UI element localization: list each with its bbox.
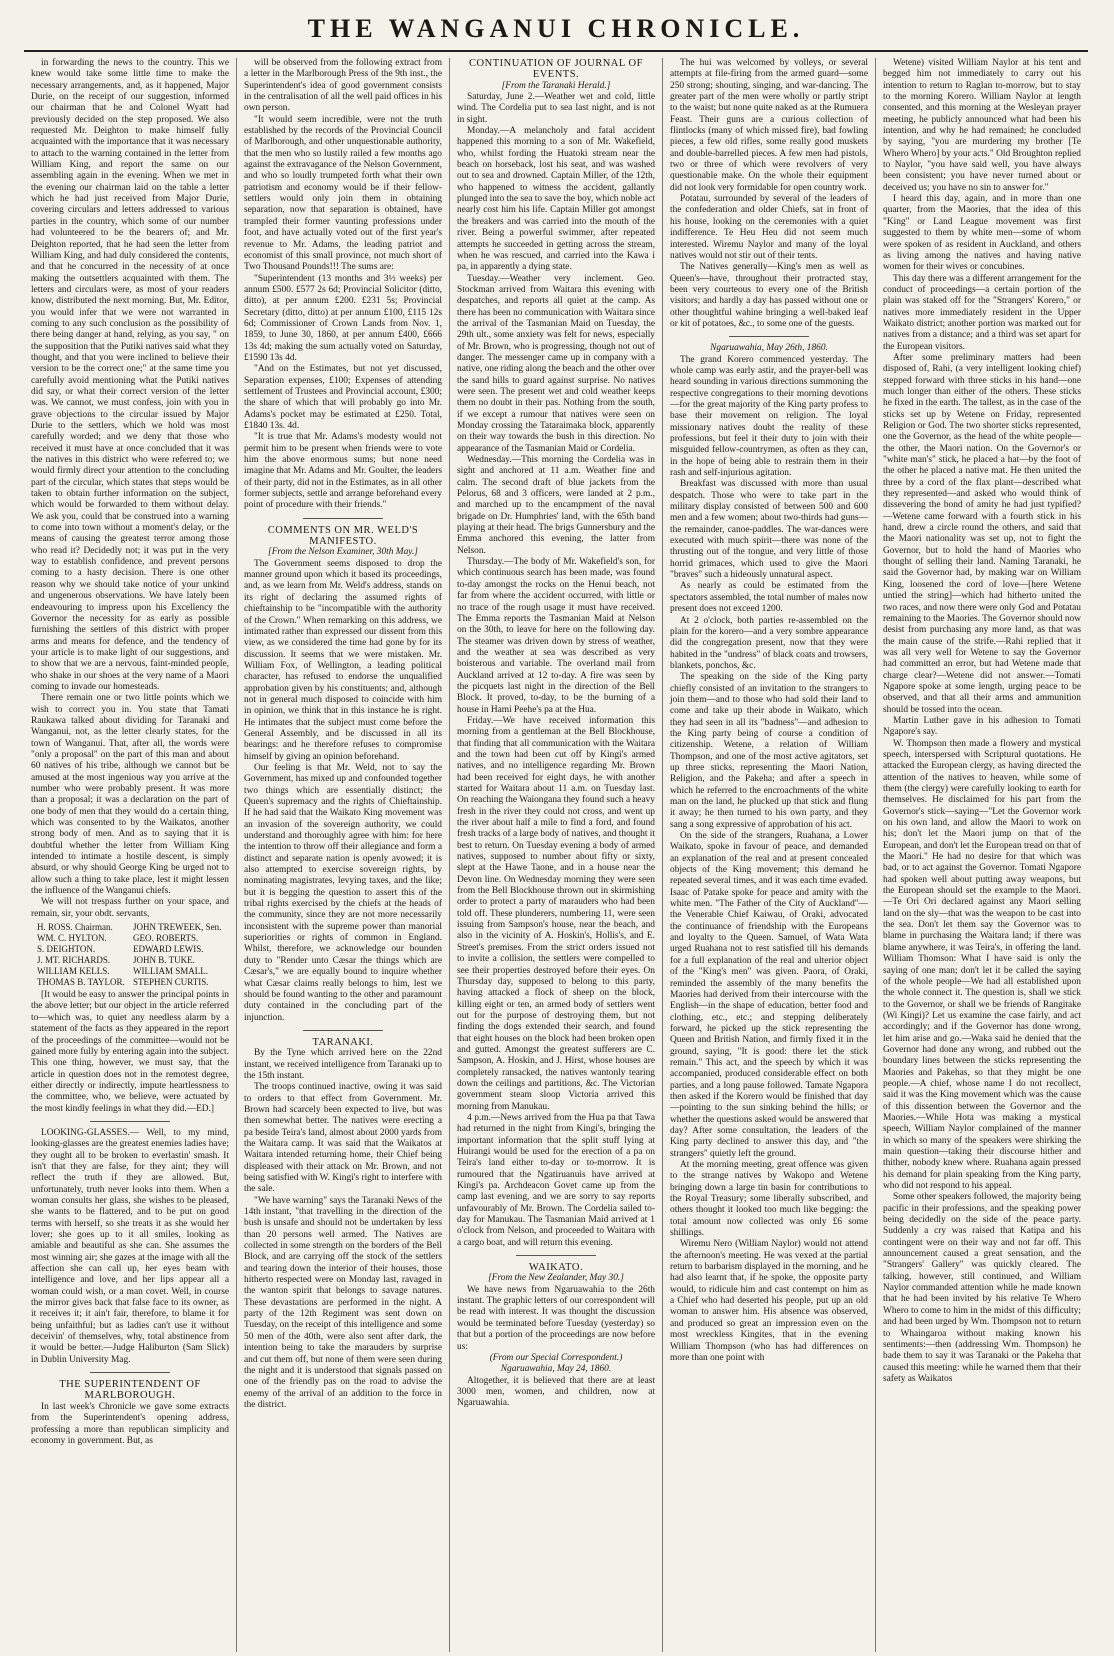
signature: THOMAS B. TAYLOR. [37,977,125,988]
divider [303,1030,382,1031]
article-paragraph: On the side of the strangers, Ruahana, a Lower Waikato, spoke in favour of peace, and demanded an explanation of the real and at present concealed objects of the King movement; this demand he repeated several times, and it was each time evaded. Isaac of Patake spoke for peace and amity with the white men. "The Father of the City of Auckland"—the Venerable Chief Kaiwau, of Oraki, advocated the continuance of friendship with the Europeans and loyalty to the Queen. Samuel, of Wata Wata urged Ruahana not to rest satisfied till his demands for a full explanation of the real and ulterior object of the "King's men" was given. Paora, of Oraki, reminded the assembly of the many benefits the Maories had derived from their intercourse with the English—in the shape of education, better food and clothing, etc., etc.; and stepping deliberately forward, he picked up the stick representing the Queen and British Nation, and firmly fixed it in the ground, saying, "It is good: there let the stick remain." This act, and the speech by which it was accompanied, produced considerable effect on both parties, and a long pause followed. Tamate Ngapora then asked if the Korero would be finished that day—pointing to the sun sinking behind the hills; or whether the questions asked would be answered that day? After some consultation, the leaders of the King party declined to answer this day, and "the strangers" quietly left the ground. [670,831,868,1159]
article-heading: WAIKATO. [528,1262,584,1274]
article-paragraph: Wetene) visited William Naylor at his tent and begged him not immediately to carry out his intention to return to Raglan to-morrow, but to stay to the morning Korero. William Naylor at length consented, and this morning at the Wesleyan prayer meeting, he publicly announced what had been his intention, and why he had remained; he concluded by saying, "you are murdering my brother [Te Whero Whero] by your acts." Old Broughton replied to Naylor, "you have said well, you have always been consistent; you have never turned about or deceived us; you have no sin to answer for." [883,58,1081,193]
article-paragraph: Monday.—A melancholy and fatal accident happened this morning to a son of Mr. Wakefield, who, whilst fording the Huatoki stream near the beach on horseback, lost his seat, and was washed out to sea and drowned. Captain Miller, of the 12th, who happened to witness the accident, gallantly plunged into the sea to save the boy, which noble act nearly cost him his life. Captain Miller got amongst the breakers and was carried into the mouth of the river. Being a powerful swimmer, after repeated attempts he succeeded in getting across the stream, when he was rescued, and carried into the Kawa i pa, in apparently a dying state. [457,126,655,273]
article-paragraph: Friday.—We have received information this morning from a gentleman at the Bell Blockhouse, that finding that all communication with the Waitara and the town had been cut off by Kingi's armed natives, and no intelligence regarding Mr. Brown had been received for eight days, he with another started for Waitara about 11 a.m. on Tuesday last. On reaching the Waiongana they found such a heavy fresh in the river they could not cross, and went up the river about half a mile to find a ford, and found fresh tracks of a large body of natives, and thought it best to return. On Tuesday evening a body of armed natives, supposed to number about fifty or sixty, slept at the Hawe Taone, and in a house near the Devon line. On Wednesday morning they were seen from the Bell Blockhouse thrown out in skirmishing order to protect a party of marauders who had been told off. These plunderers, numbering 11, were seen issuing from Sampson's house, near the beach, and also in the vicinity of A. Hoskin's, Hollis's, and E. Street's premises. From the strict orders issued not to invite a collision, the settlers were compelled to see their properties destroyed before their eyes. On Thursday day, supposed to belong to this party, having attacked a flock of sheep on the block, killing eight or ten, an armed body of settlers went out for the purpose of destroying them, but not finding the dogs extended their search, and found that eight houses on the block had been broken open and gutted. Amongst the greatest sufferers are C. Sampson, A. Hoskin, and J. Hirst, whose houses are completely ransacked, the natives wantonly tearing down the ceilings and partitions, &c. The Victorian government steam sloop Victoria arrived this morning from Manukau. [457,715,655,1112]
article-paragraph: Altogether, it is believed that there are at least 3000 men, women, and children, now at Ngaruawahia. [457,1375,655,1409]
article-paragraph: As nearly as could be estimated from the spectators assembled, the total number of males now present does not exceed 1200. [670,581,868,615]
dateline: Ngaruawahia, May 24, 1860. [500,1364,612,1375]
article-paragraph: At the morning meeting, great offence was given to the strange natives by Wakopo and Wetene bringing down a large tin basin for contributions to the Royal Treasury; some liberally subscribed, and others thought it looked too much like begging: the total amount now collected was only £6 some shillings. [670,1160,868,1239]
article-paragraph: I heard this day, again, and in more than one quarter, from the Maories, that the idea of this "King" or Land League movement was first suggested to them by white men—some of whom were spoken of as resident in Auckland, and others as living among the natives and having native women for their wives or concubines. [883,194,1081,273]
column-1 [24,58,237,1652]
article-paragraph: This day there was a different arrangement for the conduct of proceedings—a certain portion of the plain was staked off for the "Strangers' Korero," or natives more immediately resident in the Upper Waikato district; another portion was marked out for natives from a distance; and a third was set apart for the European visitors. [883,273,1081,352]
column-4 [663,58,876,1652]
article-paragraph: Our feeling is that Mr. Weld, not to say the Government, has mixed up and confounded together two things which are essentially distinct; the Queen's supremacy and the rights of Chieftainship. If he had said that the Waikato King movement was an invasion of the sovereign authority, we could understand and thoroughly agree with him: for here the intention to throw off their allegiance and form a distinct and separate nation is openly avowed; it is also attempted to exercise sovereign rights, by nominating magistrates, levying taxes, and the like; but it is begging the question to assert this of the tribal rights exercised by the chiefs at the heads of the community, since they are not more necessarily inconsistent with the supreme power than manorial superiorities or rights of common in England. Whilst, therefore, we acknowledge our bounden duty to "Render unto Cæsar the things which are Cæsar's," we are equally bound to inquire whether what Cæsar claims really belongs to him, lest we should be found wanting to the other and paramount duty contained in the concluding part of the injunction. [244,762,442,1023]
article-paragraph: Thursday.—The body of Mr. Wakefield's son, for which continuous search has been made, was found to-day amongst the rocks on the Henui beach, not far from where the accident occurred, with little or no trace of the rough usage it must have received. The Emma reports the Tasmanian Maid at Nelson on the 30th, to leave for here on the following day. The steamer was driven down by stress of weather, and the weather at sea was described as very boisterous and variable. The overland mail from Auckland arrived at 12 to-day. A fire was seen by the picquets last night in the direction of the Bell Block. It proved, to-day, to be the burning of a house in Hami Peehe's pa at the Hua. [457,557,655,715]
article-paragraph: The Natives generally—King's men as well as Queen's—have, throughout their protracted stay, been very courteous to every one of the British visitors; and hardly a day has passed without one or other thoughtful wahine bringing a well-baked leaf or kit of potatoes, &c., to some one of the guests. [670,262,868,329]
article-paragraph: will be observed from the following extract from a letter in the Marlborough Press of the 9th inst., the Superintendent's idea of good government consists in the centralisation of all the well paid offices in his own person. [244,58,442,114]
divider [729,336,808,337]
article-paragraph: The Government seems disposed to drop the manner ground upon which it based its proceedings, and, as we learn from Mr. Weld's address, stands on its right of declaring the assumed rights of chieftainship to be "incompatible with the authority of the Crown." When remarking on this address, we intimated rather than expressed our dissent from this view, as we considered the time had gone by for its discussion. It seems that we were mistaken. Mr. William Fox, of Wellington, a leading political character, has refused to endorse the unqualified approbation given by his constituents; and, although not in general much disposed to coincide with him in opinion, we think that in this instance he is right. He intimates that the subject must come before the General Assembly, and be discussed in all its bearings: and he therefore refuses to compromise himself by giving an opinion beforehand. [244,558,442,762]
signatures [37,922,229,988]
article-heading: THE SUPERINTENDENT OF MARLBOROUGH. [59,1379,201,1402]
article-paragraph: Potatau, surrounded by several of the leaders of the confederation and older Chiefs, sat in front of his house, looking on the ceremonies with a quiet indifference. Te Heu Heu did not seem much interested. Wiremu Naylor and many of the loyal natives would not stir out of their tents. [670,194,868,261]
column-2 [237,58,450,1652]
article-paragraph: We have news from Ngaruawahia to the 26th instant. The graphic letters of our correspondent will be read with interest. It was thought the discussion would be terminated before Tuesday (yesterday) so that but a portion of the proceedings are now before us: [457,1284,655,1352]
column-3 [450,58,663,1652]
article-paragraph: "It is true that Mr. Adams's modesty would not permit him to be present when friends were to vote him the above enormous sums; but none need imagine that Mr. Adams and Mr. Goulter, the leaders of their party, did not in the Estimates, as in all other former subjects, settle and arrange beforehand every point of procedure with their friends." [244,432,442,511]
signature: JOHN B. TUKE. [133,955,195,966]
article-paragraph: The grand Korero commenced yesterday. The whole camp was early astir, and the prayer-bell was heard sounding in various directions summoning the respective congregations to their morning devotions—for the great majority of the King party profess to base their movement on religion. The loyal missionary natives doubt the reality of these professions, but feel it their duty to join with their misguided fellow-countrymen, as often as they can, in the hope of being able to restrain them in their rash and self-injurious agitation. [670,354,868,479]
article-source: [From the New Zealander, May 30.] [488,1273,624,1284]
article-paragraph: Wiremu Nero (William Naylor) would not attend the afternoon's meeting. He was vexed at the partial return to barbarism displayed in the morning, and he had also learnt that, if he spoke, the opposite party would, to ridicule him and cast contempt on him as a Chief who had deserted his people, put up an old woman to answer him. His absence was observed, and produced so great an impression even on the most wreckless Kingites, that in the evening William Thompson (who has had differences on more than one point with [670,1239,868,1363]
article-paragraph: Tuesday.—Weather very inclement. Geo. Stockman arrived from Waitara this evening with despatches, and reports all quiet at the camp. As there has been no communication with Waitara since the arrival of the Tasmanian Maid on Tuesday, the 29th ult., some anxiety was felt for news, especially of Mr. Brown, who is progressing, though not out of danger. The messenger came up in company with a native, one riding along the beach and the other over the sand hills to guard against surprise. No natives were seen. The present wet and cold weather keeps them no doubt in their pas. Nothing from the south, if we except a rumour that natives were seen on Monday crossing the Tataraimaka block, apparently on their way towards the bush in this direction. No appearance of the Tasmanian Maid or Cordelia. [457,273,655,454]
divider [303,518,382,519]
article-paragraph: Wednesday.—This morning the Cordelia was in sight and anchored at 11 a.m. Weather fine and calm. The second draft of blue jackets from the Pelorus, 68 and 3 officers, were landed at 2 p.m., and marched up to the encampment of the naval brigade on Dr. Humphries' land, with the 65th band playing at their head. The brigs Gunnersbury and the Emma anchored this evening, the latter from Nelson. [457,455,655,556]
masthead: THE WANGANUI CHRONICLE. [24,14,1088,52]
article-paragraph: The speaking on the side of the King party chiefly consisted of an invitation to the strangers to join them—and to those who had sold their land to come and take up their abode in Waikato, which they had seen in all its "badness"—and adhesion to the King party being of course a condition of citizenship. Wetene, a relation of William Thompson, and one of the most active agitators, set up three sticks, representing the Maori Nation, Religion, and the Pakeha; and after a speech in which he referred to the encroachments of the white man on the land, he plucked up that stick and flung it away; he then turned to his own party, and they sang a song expressive of approbation of his act. [670,672,868,830]
article-paragraph: The troops continued inactive, owing it was said to orders to that effect from Government. Mr. Brown had scarcely been expected to live, but was then somewhat better. The natives were erecting a pa beside Teira's land, almost about 2000 yards from the Waitara camp. It was said that the Waikatos at Waitara intended returning home, their Chief being displeased with their attack on Mr. Brown, and not being satisfied with W. Kingi's right to interfere with the sale. [244,1082,442,1195]
signature: JOHN TREWEEK, Sen. [133,922,222,933]
signature: WILLIAM KELLS. [37,966,110,977]
signature: H. ROSS. Chairman. [37,922,113,933]
divider [90,1372,169,1373]
article-paragraph: in forwarding the news to the country. This we knew would take some little time to make the necessary arrangements, and, as it happened, Major Durie, on the receipt of our suggestion, informed our chairman that he and Colonel Wyatt had previously decided on the step proposed. We also requested Mr. Deighton to make himself fully acquainted with the importance that it was necessary to attach to the warning contained in the letter from William King, and report the same on our assembling again in the evening. When we met in the evening our chairman laid on the table a letter which he had just received from Major Durie, covering circulars and letters addressed to various parties in the country, which some of our number had volunteered to be the bearers of; and Mr. Deighton reported, that he had seen the letter from William King, and had duly considered the contents, and that he concurred in the necessity of at once making the outsettlers acquainted with them. The letters and circulars were, as most of your readers know, distributed the next morning. But, Mr. Editor, you would infer that we were not warranted in coming to any such conclusion as the possibility of there being danger at hand, relying, as you say, " on the supposition that the Putiki natives said what they thought, and that you were inclined to believe their version to be the correct one;" at the same time you carefully avoid mentioning what the Putiki natives did say, or what their correct version of the letter was. We cannot, we must confess, join with you in grave objections to the circular issued by Major Durie to the settlers, which we hold was most carefully worded; and we deny that those who received it must have at once concluded that it was the natives in this district who were referred to; we would firmly direct your attention to the concluding part of the circular, which states that steps would be taken to obtain further information on the subject, which would be forwarded to them without delay. We ask you, could that be construed into a warning to come into town without a moment's delay, or the means of causing the greatest terror among those who read it? Decidedly not; it was put in the very way to establish confidence, and prevent persons coming to a hasty decision. There is one other reason why we should take notice of your unkind and ungenerous observations. We have lately been endeavouring to impress upon his Excellency the Governor the necessity for as early as possible furnishing the settlers of this district with proper arms and means for defence, and the tendency of your article is to make light of our suggestions, and to show that we are a nervous, faint-minded people, who shake in our shoes at the very name of a Maori coming to invade our homesteads. [31,58,229,692]
article-paragraph: Saturday, June 2.—Weather wet and cold, little wind. The Cordelia put to sea last night, and is not in sight. [457,92,655,125]
signature: WM. C. HYLTON. [37,933,107,944]
article-heading: CONTINUATION OF JOURNAL OF EVENTS. [469,58,643,81]
article-heading: COMMENTS ON MR. WELD'S MANIFESTO. [267,524,419,548]
article-source: [From the Taranaki Herald.] [501,80,611,91]
signature: J. MT. RICHARDS. [37,955,111,966]
signature: S. DEIGHTON. [37,944,96,955]
article-paragraph: After some preliminary matters had been disposed of, Rahi, (a very intelligent looking chief) stepped forward with three sticks in his hand—one much longer than either of the others. These sticks he fixed in the earth. The tallest, as in the case of the sticks set up by Wetene on Friday, represented Religion or God. The two shorter sticks represented, one the Governor, as the head of the white people—the other, the Maori nation. On the Governor's or "white man's" stick, he placed a hat—by the foot of the other he placed a native mat. He then united the three by a cord of the flax plant—described what they represented—and asked who would think of dissevering the bond of amity he had just typified?—Wetene came forward with a fourth stick in his hand, drew a circle round the others, and said that the Maori nationality was set up, not to fight the Governor, but to hold the hand of Maories who thought of selling their land. Naming Taranaki, he said the Governor had, by making war on William King, loosened the cord of love—[here Wetene untied the string]—which had hitherto united the two races, and now there were only God and Potatau remaining to the Maories. The Governor should now desist from purchasing any more land, as that was the main cause of the strife.—Rahi replied that it was all very well for Wetene to say the Governor had committed an error, but had Wetene made that charge clear?—Wetene did not answer.—Tomati Ngapore spoke at some length, urging peace to be observed, and that all their arms and ammunition should be tossed into the ocean. [883,352,1081,715]
correspondent-line: (From our Special Correspondent.) [489,1352,623,1363]
article-source: [From the Nelson Examiner, 30th May.] [268,547,418,558]
signature: EDWARD LEWIS. [133,944,204,955]
article-paragraph: "And on the Estimates, but not yet discussed, Separation expenses, £100; Expenses of attending settlement of Trustees and Provincial account, £300; the share of which that will probably go into Mr. Adams's pocket may be estimated at £250. Total, £1840 13s. 4d. [244,364,442,431]
signature: WILLIAM SMALL. [133,966,208,977]
divider [516,1255,595,1256]
article-paragraph: W. Thompson then made a flowery and mystical speech, interspersed with Scriptural quotations. He attacked the European clergy, as having directed the attention of the natives to heaven, while some of them (the clergy) were carefully looking to earth for themselves. He disclaimed for his part from the Governor's stick—saying—"Let the Governor work on his own land, and allow the Maori to work on his; don't let the Maori jump on that of the European, and don't let the European tread on that of the Maori." He had no desire for that which was bad, or to act against the Governor. Tomati Ngapore had spoken well about putting away weapons, but the European should set the example to the Maori.—Te Ori Ori declared against any Maori selling land on the sly—that was the weapon to be cast into the sea. Don't let them say the Governor was to blame in purchasing the Waitara land; if there was blame anywhere, it was Teira's, in offering the land. William Thomson: What I have said is only the saying of one man; don't let it be called the saying of the whole people—We had all established upon the whole connect it. The question is, shall we stick to the Governor, or shall we be friends of Rangitake (Wi Kingi)? Let us examine the case fairly, and act accordingly; and if the Governor has done wrong, let him arise and go.—Waka said he denied that the Governor had done any wrong, and rubbed out the boundary lines between the sticks representing the Maories and Pakehas, so that they might be one people.—A chief, whose name I do not recollect, said it was the King movement which was the cause of this dissention between the Governor and the Maories.—While Hota was making a mystical speech, William Naylor complained of the manner in which so many of the speakers were shirking the main question—taking their discourse hither and thither, nobody knew where. Ruahana again pressed his demand for plain speaking from the King party, who did not respond to his appeal. [883,738,1081,1192]
editor-note: [It would be easy to answer the principal points in the above letter; but our object in the article referred to—which was, to quiet any needless alarm by a statement of the facts as they appeared in the report of the proceedings of the committee—would not be gained more fully by entering again into the subject. This one thing, however, we must say, that the article in question does not in the remotest degree, either directly or indirectly, impute heartlessness to the committee, who, we believe, were actuated by the most kindly feelings in what they did.—ED.] [31,990,229,1114]
article-paragraph: "It would seem incredible, were not the truth established by the records of the Provincial Council of Marlborough, and other unquestionable authority, that the men who so lustily railed a few months ago against the extravagance of the Nelson Government, and who so loudly trumpeted forth what their own patriotism and economy would be if their fellow-settlers would only join them in obtaining separation, now that separation is obtained, have trampled their former vaunting professions under foot, and have actually voted out of the first year's revenue to Mr. Adams, the leading patriot and economist of this small province, not much short of Two Thousand Pounds!!! The sums are: [244,114,442,273]
article-paragraph: There remain one or two little points which we wish to correct you in. You state that Tamati Raukawa talked about dividing for Taranaki and Wanganui, not, as the letter clearly states, for the town of Wanganui. That, after all, the words were "only a proposal" on the part of this man and about 60 natives of his tribe, although we cannot but be amused at the most ingenious way you arrive at the number who were probably present. It was more than a proposal; it was a declaration on the part of one body of men that they would do a certain thing, which was consented to by the Waikatos, another strong body of men. And as to saying that it is doubtful whether the letter from William King intended to intimate a hostile descent, is simply absurd, or why should George King be urged not to allow such a thing to take place, lest it might lessen the influence of the Wanganui chiefs. [31,693,229,897]
article-paragraph: The hui was welcomed by volleys, or several attempts at file-firing from the armed guard—some 250 strong; shouting, singing, and war-dancing. The greater part of the men were wholly or partly stript to the waist; but none quite naked as at the Rumuera Feast. Their guns are a curious collection of flintlocks (many of which missed fire), bad fowling pieces, a few old rifles, some really good muskets and double-barrelled pieces. A few men had pistols, two or three of which were revolvers of very questionable make. On the whole their equipment did not look very formidable for open country work. [670,58,868,193]
article-heading: TARANAKI. [312,1036,374,1048]
article-paragraph: 4 p.m.—News arrived from the Hua pa that Tawa had returned in the night from Kingi's, bringing the important information that the split stuff lying at Huirangi would be used for the erection of a pa on Teira's land either to-day or to-morrow. It is rumoured that the Ngatiruanuis have arrived at Kingi's pa. Archdeacon Govet came up from the camp last evening, and we are sorry to say reports unfavourably of Mr. Brown. The Cordelia sailed to-day for Manukau. The Tasmanian Maid arrived at 1 o'clock from Nelson, and proceeded to Waitara with a cargo boat, and will return this evening. [457,1112,655,1248]
column-5 [876,58,1088,1652]
article-paragraph: Martin Luther gave in his adhesion to Tomati Ngapore's say. [883,715,1081,738]
signature: STEPHEN CURTIS. [133,977,209,988]
article-paragraph: Some other speakers followed, the majority being pacific in their professions, and the speaking power being decidedly on the side of the peace party. Suddenly a cry was raised that Katipa and his contingent were on their way and not far off. This announcement caused a great sensation, and the "Strangers' Gallery" was quickly cleared. The talking, however, still continued, and William Naylor commanded attention while he made known that he had been invited by his relative Te Whero Whero to come to him in the midst of this difficulty; and had been urged by Wm. Thompson not to return to Whaingaroa without making known his sentiments:—then (addressing Wm. Thompson) he bade them to say it was Taranaki or the Pakeha that caused this meeting: while he warned them that their safety as Waikatos [883,1192,1081,1384]
article-paragraph: Breakfast was discussed with more than usual despatch. Those who were to take part in the military display consisted of between 500 and 600 men and a few women; about two-thirds had guns—the remainder, canoe-paddles. The war-dances were executed with much spirit—there was none of the thrusting out of the tongue, and very little of those horrid grimaces, which used to give the Maori "braves" such a hideously unnatural aspect. [670,479,868,581]
dateline: Ngaruawahia, May 26th, 1860. [710,343,828,354]
article-paragraph: By the Tyne which arrived here on the 22nd instant, we received intelligence from Taranaki up to the 15th instant. [244,1048,442,1081]
article-paragraph: In last week's Chronicle we gave some extracts from the Superintendent's opening address, professing a more than republican simplicity and economy in government. But, as [31,1401,229,1446]
divider [90,1121,169,1122]
article-paragraph: We will not trespass further on your space, and remain, sir, your obdt. servants, [31,897,229,919]
article-paragraph: "Superintendent (13 months and 3½ weeks) per annum £500. £577 2s 6d; Provincial Solicitor (ditto, ditto), at per annum £200. £231 5s; Provincial Secretary (ditto, ditto) at per annum £100, £115 12s 6d; Commissioner of Crown Lands from Nov. 1, 1859, to June 30, 1860, at per annum £400, £666 13s 4d; making the sum actually voted on Saturday, £1590 13s 4d. [244,273,442,363]
article-paragraph: "We have warning" says the Taranaki News of the 14th instant, "that travelling in the direction of the bush is unsafe and should not be undertaken by less than 20 persons well armed. The Natives are collected in some strength on the borders of the Bell Block, and are carrying off the stock of the settlers and tearing down the interior of their houses, those hitherto respected were on Monday last, ravaged in the wanton spirit that belongs to savage natures. These devastations are performed in the night. A party of the 12th Regiment was sent down on Tuesday, on the receipt of this intelligence and some 50 men of the 40th, were also sent after dark, the intention being to take the marauders by surprise and cut them off, but none of them were seen during the night and it is understood that signals passed on one of the friendly pas on the road to advise the enemy of the arrival of an addition to the force in the district. [244,1195,442,1410]
signature: GEO. ROBERTS. [133,933,199,944]
columns [24,58,1088,1652]
article-paragraph: At 2 o'clock, both parties re-assembled on the plain for the korero—and a very sombre appearance did the congregation present, now that they were habited in the "undress" of black coats and trowsers, blankets, ponchos, &c. [670,615,868,671]
article-paragraph: LOOKING-GLASSES.— Well, to my mind, looking-glasses are the greatest enemies ladies have; they ought all to be broken to everlastin' smash. It isn't that they are false, for they aint; they will reflect the truth if they are allowed. But, unfortunately, truth never looks into them. When a woman consults her glass, she wishes to be pleased, she wants to be flattered, and to be put on good terms with herself, so she treats it as she would her lover; she goes up to it all smiles, looking as amiable and beautiful as she can. She assumes the most winning air; she gazes at the image with all the affection she can call up, her eyes beam with intelligence and love, and her lips appear all a woman could wish, or a man covet. Well, in course the mirror gives back that false face to its owner, as it receives it; it ain't fair, therefore, to blame it for being unfaithful; but as ladies can't use it without deceivin' of themselves, why, total abstinence from it would be better.—Judge Haliburton (Sam Slick) in Dublin University Mag. [31,1127,229,1365]
